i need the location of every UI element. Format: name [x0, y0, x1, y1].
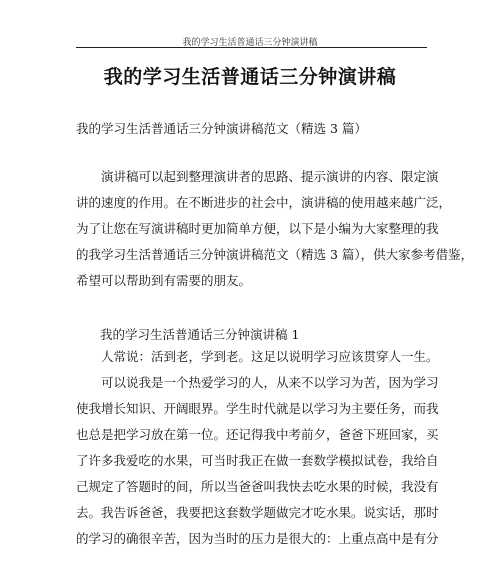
body-paragraph [76, 344, 439, 370]
text-line: 的我学习生活普通话三分钟演讲稿范文（精选 3 篇），供大家参考借鉴， [76, 247, 474, 262]
bottom-fade [0, 548, 500, 566]
intro-paragraph [76, 164, 474, 294]
text-line: 演讲稿可以起到整理演讲者的思路、提示演讲的内容、限定演 [76, 169, 439, 184]
text-line: 也总是把学习放在第一位。还记得我中考前夕，爸爸下班回家，买 [76, 427, 439, 442]
text-line: 希望可以帮助到有需要的朋友。 [76, 273, 252, 288]
text-line: 己规定了答题时的间，所以当爸爸叫我快去吃水果的时候，我没有 [76, 479, 439, 494]
body-paragraph [76, 370, 439, 552]
running-header: 我的学习生活普通话三分钟演讲稿 [182, 38, 318, 48]
text-line: 了许多我爱吃的水果，可当时我正在做一套数学模拟试卷，我给自 [76, 453, 439, 468]
text-line: 使我增长知识、开阔眼界。学生时代就是以学习为主要任务，而我 [76, 401, 439, 416]
section-heading: 我的学习生活普通话三分钟演讲稿 1 [100, 327, 300, 342]
text-line: 可以说我是一个热爱学习的人，从来不以学习为苦，因为学习 [76, 375, 439, 390]
document-title: 我的学习生活普通话三分钟演讲稿 [103, 66, 397, 88]
text-line: 人常说：活到老，学到老。这足以说明学习应该贯穿人一生。 [76, 349, 439, 364]
text-line: 去。我告诉爸爸，我要把这套数学题做完才吃水果。说实话，那时 [76, 505, 439, 520]
text-line: 为了让您在写演讲稿时更加简单方便，以下是小编为大家整理的我 [76, 221, 439, 236]
document-subtitle: 我的学习生活普通话三分钟演讲稿范文（精选 3 篇） [76, 121, 367, 136]
text-line: 讲的速度的作用。在不断进步的社会中，演讲稿的使用越来越广泛， [76, 195, 452, 210]
header-divider [76, 47, 427, 48]
text-line: 的学习的确很辛苦，因为当时的压力是很大的：上重点高中是有分 [76, 531, 439, 546]
